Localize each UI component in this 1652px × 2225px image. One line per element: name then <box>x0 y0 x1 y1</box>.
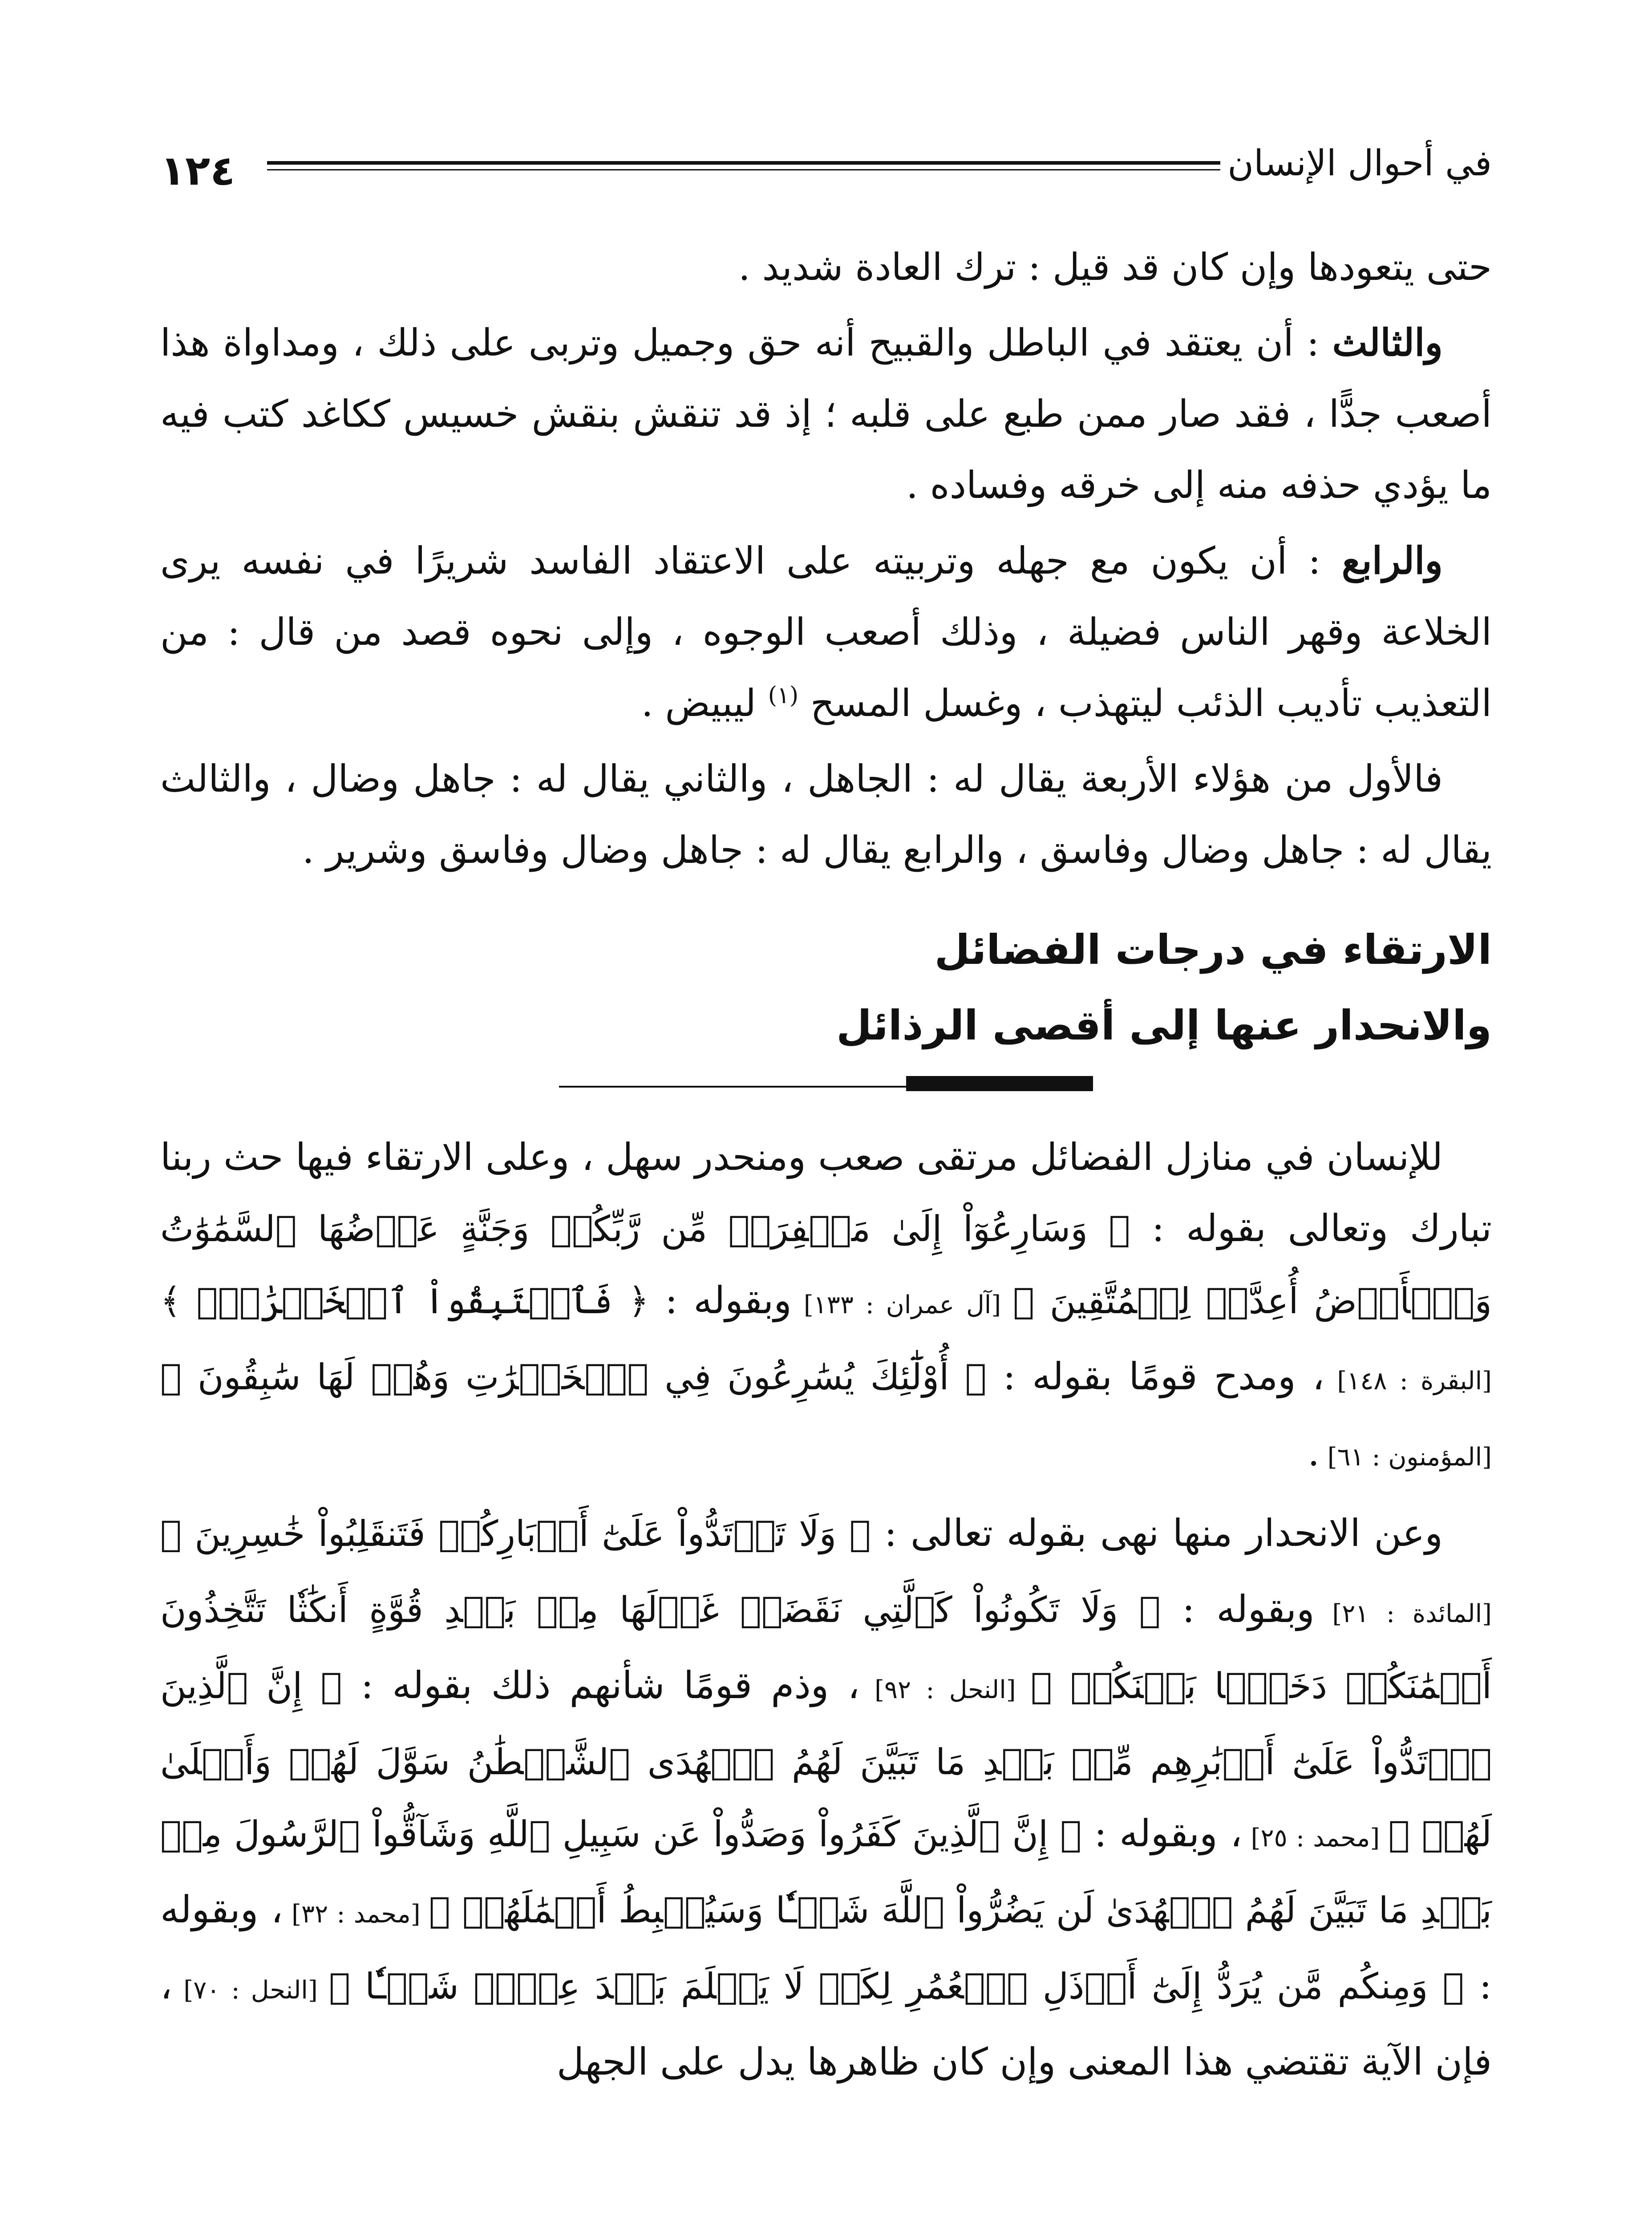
paragraph-summary-text: فالأول من هؤلاء الأربعة يقال له : الجاهل ، والثاني يقال له : جاهل وضال ، والثالث يقال له : جاهل وضال وفاسق ، والرابع يقال له : جاهل وضال وفاسق وشرير . <box>160 757 1492 872</box>
page-number: ١٢٤ <box>160 147 235 194</box>
paragraph-third-text: : أن يعتقد في الباطل والقبيح أنه حق وجميل وتربى على ذلك ، ومداواة هذا أصعب جدًّا ، فقد صار ممن طبع على قلبه ؛ إذ قد تنقش بنقش خسيس ككاغد كتب فيه ما يؤدي حذفه منه إلى خرقه وفساده . <box>160 321 1492 507</box>
verse-reference: [النحل : ٩٢] <box>859 1675 1031 1704</box>
s2-text-e: ، وبقوله : <box>160 1888 1492 2007</box>
running-header <box>160 134 1492 196</box>
verse-reference: [المؤمنون : ٦١] <box>1319 1443 1492 1472</box>
section-heading-line-1: الارتقاء في درجات الفضائل <box>934 926 1492 974</box>
quran-verse: ﴿ وَمِنكُم مَّن يُرَدُّ إِلَىٰٓ أَرۡذَلِ ٱلۡعُمُرِ لِكَيۡ لَا يَعۡلَمَ بَعۡدَ عِلۡمٖ شَيۡـٔٗا ﴾ <box>329 1966 1464 2007</box>
verse-reference: [البقرة : ١٤٨] <box>1324 1367 1492 1396</box>
quran-verse: ﴿ إِنَّ ٱلَّذِينَ ٱرۡتَدُّواْ عَلَىٰٓ أَدۡبَٰرِهِم مِّنۢ بَعۡدِ مَا تَبَيَّنَ لَهُمُ ٱلۡهُدَى ٱلشَّيۡطَٰنُ سَوَّلَ لَهُمۡ وَأَمۡلَىٰ لَهُمۡ ﴾ <box>160 1665 1492 1855</box>
header-rule-thick <box>267 161 1220 165</box>
verse-reference: [آل عمران : ١٣٣] <box>791 1290 1013 1319</box>
s1-text-d: . <box>1308 1431 1320 1474</box>
s1-text-b: وبقوله : <box>649 1278 792 1322</box>
running-title: في أحوال الإنسان <box>1227 142 1492 184</box>
section-heading-line-2: والانحدار عنها إلى أقصى الرذائل <box>836 1002 1492 1049</box>
verse-reference: [محمد : ٢٥] <box>1242 1824 1389 1853</box>
s2-text-b: وبقوله : <box>1160 1587 1315 1631</box>
section-paragraph-1 <box>160 1121 1492 1493</box>
paragraph-fourth-text-b: ليبيض . <box>641 681 768 725</box>
verse-reference: [النحل : ٧٠] <box>172 1976 329 2005</box>
section-heading <box>160 912 1492 1064</box>
paragraph-fourth-text-a: : أن يكون مع جهله وتربيته على الاعتقاد الفاسد شريرًا في نفسه يرى الخلاعة وقهر الناس فضيلة ، وذلك أصعب الوجوه ، وإلى نحوه قصد من قال : من التعذيب تأديب الذئب ليتهذب ، وغسل المسح <box>160 539 1492 725</box>
s1-text-c: ، ومدح قومًا بقوله : <box>986 1355 1325 1398</box>
s2-text-f: ، فإن الآية تقتضي هذا المعنى وإن كان ظاهرها يدل على الجهل <box>160 1964 1492 2083</box>
paragraph-summary <box>160 743 1492 886</box>
paragraph-fourth <box>160 525 1492 739</box>
verse-reference: [المائدة : ٢١] <box>1314 1599 1492 1628</box>
paragraph-third <box>160 307 1492 521</box>
s1-text-a: للإنسان في منازل الفضائل مرتقى صعب ومنحدر سهل ، وعلى الارتقاء فيها حث ربنا تبارك وتعالى بقوله : <box>160 1135 1492 1250</box>
verse-reference: [محمد : ٣٢] <box>283 1900 429 1929</box>
paragraph-1 <box>160 231 1492 303</box>
main-text <box>160 231 1492 2097</box>
quran-verse: ﴿ وَسَارِعُوٓاْ إِلَىٰ مَغۡفِرَةٖ مِّن رَّبِّكُمۡ وَجَنَّةٍ عَرۡضُهَا ٱلسَّمَٰوَٰتُ وَٱلۡأَرۡضُ أُعِدَّتۡ لِلۡمُتَّقِينَ ﴾ <box>160 1208 1492 1322</box>
header-rule <box>267 161 1220 174</box>
ornament-thin-line <box>559 1086 906 1088</box>
s2-text-d: ، وبقوله : <box>1081 1812 1243 1855</box>
quran-verse: ﴿ إِنَّ ٱلَّذِينَ كَفَرُواْ وَصَدُّواْ عَن سَبِيلِ ٱللَّهِ وَشَآقُّواْ ٱلرَّسُولَ مِنۢ بَعۡدِ مَا تَبَيَّنَ لَهُمُ ٱلۡهُدَىٰ لَن يَضُرُّواْ ٱللَّهَ شَيۡـٔٗا وَسَيُحۡبِطُ أَعۡمَٰلَهُمۡ ﴾ <box>160 1813 1492 1931</box>
quran-verse: ﴿ أُوْلَٰٓئِكَ يُسَٰرِعُونَ فِي ٱلۡخَيۡرَٰتِ وَهُمۡ لَهَا سَٰبِقُونَ ﴾ <box>160 1356 987 1398</box>
header-rule-thin <box>267 169 1220 170</box>
s2-text-c: ، وذم قومًا شأنهم ذلك بقوله : <box>342 1663 860 1707</box>
quran-verse: ﴿ فَٱسۡتَبِقُواْ ٱلۡخَيۡرَٰتِۚ ﴾ <box>160 1280 649 1322</box>
section-paragraph-2 <box>160 1497 1492 2097</box>
s2-text-a: وعن الانحدار منها نهى بقوله تعالى : <box>871 1511 1443 1555</box>
quran-verse: ﴿ وَلَا تَرۡتَدُّواْ عَلَىٰٓ أَدۡبَارِكُمۡ فَتَنقَلِبُواْ خَٰسِرِينَ ﴾ <box>160 1513 871 1554</box>
paragraph-fourth-lead: والرابع <box>1341 538 1443 583</box>
paragraph-1-text: حتى يتعودها وإن كان قد قيل : ترك العادة شديد . <box>738 245 1492 289</box>
heading-ornament <box>559 1068 1093 1095</box>
quran-verse: ﴿ وَلَا تَكُونُواْ كَٱلَّتِي نَقَضَتۡ غَزۡلَهَا مِنۢ بَعۡدِ قُوَّةٍ أَنكَٰثٗا تَتَّخِذُونَ أَيۡمَٰنَكُمۡ دَخَلَۢا بَيۡنَكُمۡ ﴾ <box>160 1589 1492 1707</box>
footnote-marker[interactable]: (١) <box>768 682 799 709</box>
ornament-thick-bar <box>906 1076 1093 1091</box>
paragraph-third-lead: والثالث <box>1332 320 1443 364</box>
